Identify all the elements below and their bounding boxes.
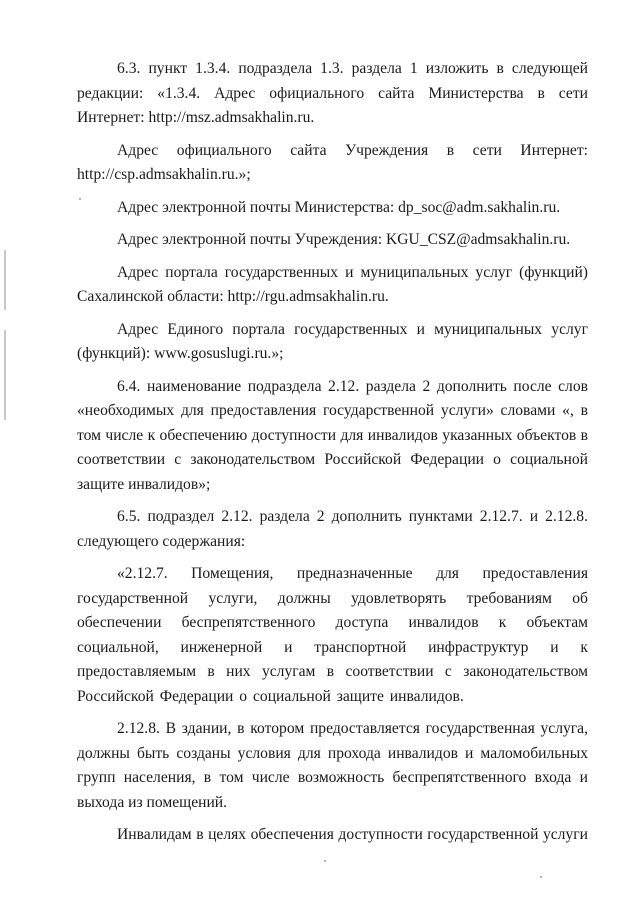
paragraph-2-12-7: «2.12.7. Помещения, предназначенные для предоставления государственной услуги, должны удовлетворять требованиям об обеспечении беспрепятственного доступа инвалидов к объектам социальной, инженерной и транспортной инфраструктур и к предоставляемым в них услугам в соответствии с законодательством Российской Федерации о социальной защите инвалидов. bbox=[77, 565, 588, 705]
paragraph-6-5: 6.5. подраздел 2.12. раздела 2 дополнить пунктами 2.12.7. и 2.12.8. следующего содержания: bbox=[77, 508, 588, 550]
paragraph-regional-portal: Адрес портала государственных и муниципальных услуг (функций) Сахалинской области: http://rgu.admsakhalin.ru. bbox=[77, 263, 588, 305]
scan-speck bbox=[324, 860, 326, 862]
paragraph-6-3: 6.3. пункт 1.3.4. подраздела 1.3. раздела 1 изложить в следующей редакции: «1.3.4. Адрес официального сайта Министерства в сети Интернет: http://msz.admsakhalin.ru. bbox=[77, 60, 588, 126]
scan-margin-mark bbox=[4, 330, 6, 420]
paragraph-2-12-8: 2.12.8. В здании, в котором предоставляется государственная услуга, должны быть созданы условия для прохода инвалидов и маломобильных групп населения, в том числе возможность беспрепятственного входа и выхода из помещений. bbox=[77, 720, 588, 811]
paragraph-ministry-email: Адрес электронной почты Министерства: dp_soc@adm.sakhalin.ru. bbox=[117, 198, 561, 216]
document-body bbox=[77, 57, 588, 848]
scan-speck bbox=[540, 876, 542, 878]
paragraph-institution-email: Адрес электронной почты Учреждения: KGU_CSZ@admsakhalin.ru. bbox=[117, 231, 571, 248]
paragraph-6-4: 6.4. наименование подраздела 2.12. раздела 2 дополнить после слов «необходимых для предоставления государственной услуги» словами «, в том числе к обеспечению доступности для инвалидов указанных объектов в соответствии с законодательством Российской Федерации о социальной защите инвалидов»; bbox=[77, 377, 588, 493]
paragraph-site-address: Адрес официального сайта Учреждения в сети Интернет: http://csp.admsakhalin.ru.»; bbox=[77, 141, 588, 183]
paragraph-disabled-access: Инвалидам в целях обеспечения доступности государственной услуги bbox=[117, 826, 588, 843]
scan-margin-mark bbox=[4, 250, 6, 310]
paragraph-unified-portal: Адрес Единого портала государственных и муниципальных услуг (функций): www.gosuslugi.ru.»; bbox=[77, 320, 588, 362]
